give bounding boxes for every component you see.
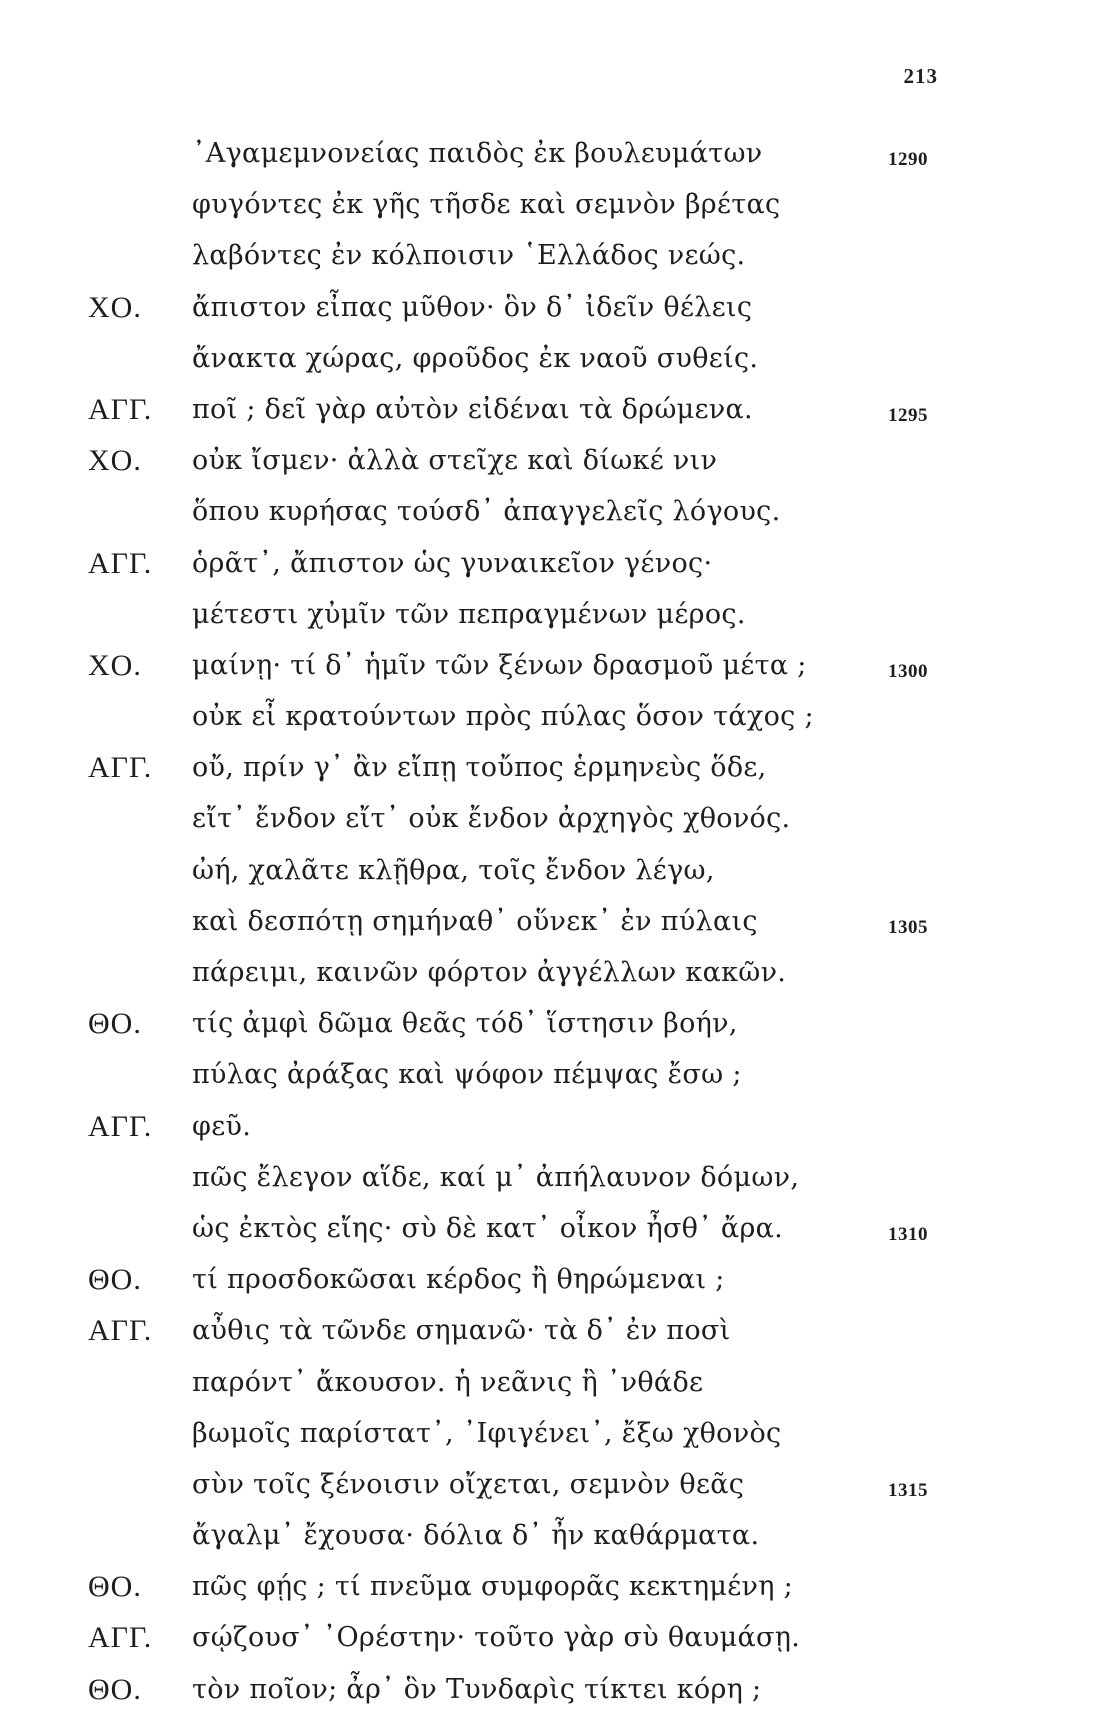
speaker-label: ΘΟ. [88,1570,142,1604]
speaker-label: ΑΓΓ. [88,1314,153,1348]
verse-text: βωμοῖς παρίστατ᾿, ᾿Ιφιγένει᾿, ἔξω χθονὸς [192,1417,782,1449]
speaker-label: ΘΟ. [88,1672,142,1706]
verse-text: καὶ δεσπότῃ σημήναθ᾿ οὕνεκ᾿ ἐν πύλαις [192,905,758,937]
verse-text: ἄνακτα χώρας, φροῦδος ἐκ ναοῦ συθείς. [192,342,759,374]
verse-text: ἄγαλμ᾿ ἔχουσα· δόλια δ᾿ ἦν καθάρματα. [192,1520,760,1552]
verse-text: σῴζουσ᾿ ᾿Ορέστην· τοῦτο γὰρ σὺ θαυμάσῃ. [192,1622,801,1654]
line-number: 1290 [888,149,928,170]
verse-text: οὐκ ἴσμεν· ἀλλὰ στεῖχε καὶ δίωκέ νιν [192,445,718,477]
verse-text: πύλας ἀράξας καὶ ψόφον πέμψας ἔσω ; [192,1059,742,1091]
verse-text: μαίνῃ· τί δ᾿ ἡμῖν τῶν ξένων δρασμοῦ μέτα ; [192,649,807,681]
verse-line [0,1203,1116,1254]
line-number: 1300 [888,660,928,682]
verse-line [0,1510,1116,1561]
verse-line [0,998,1116,1049]
verse-text: πῶς ἔλεγον αἵδε, καί μ᾿ ἀπήλαυνον δόμων, [192,1161,800,1193]
verse-text: ᾿Αγαμεμνονείας παιδὸς ἐκ βουλευμάτων [192,138,763,169]
verse-line [0,435,1116,486]
verse-line [0,1664,1116,1715]
verse-line [0,1612,1116,1663]
verse-text: ὡς ἐκτὸς εἴης· σὺ δὲ κατ᾿ οἶκον ἦσθ᾿ ἄρα. [192,1212,784,1244]
verse-text: ὁρᾶτ᾿, ἄπιστον ὡς γυναικεῖον γένος· [192,547,713,579]
verse-line [0,896,1116,947]
speaker-label: ΧΟ. [88,444,142,478]
speaker-label: ΘΟ. [88,1263,142,1297]
verse-line [0,230,1116,281]
speaker-label: ΧΟ. [88,648,142,682]
verse-line [0,1561,1116,1612]
verse-line [0,845,1116,896]
verse-text: οὐκ εἶ κρατούντων πρὸς πύλας ὅσον τάχος ; [192,701,814,733]
verse-line [0,947,1116,998]
verse-text: αὖθις τὰ τῶνδε σημανῶ· τὰ δ᾿ ἐν ποσὶ [192,1315,731,1347]
verse-line [0,1459,1116,1510]
speaker-label: ΘΟ. [88,1007,142,1041]
verse-text: ἄπιστον εἶπας μῦθον· ὃν δ᾿ ἰδεῖν θέλεις [192,291,753,323]
verse-line [0,589,1116,640]
verse-line [0,640,1116,691]
verse-text: ποῖ ; δεῖ γὰρ αὐτὸν εἰδέναι τὰ δρώμενα. [192,393,753,425]
verse-line [0,333,1116,384]
verse-line [0,486,1116,537]
verse-text: μέτεστι χὐμῖν τῶν πεπραγμένων μέρος. [192,598,746,630]
verse-text: τὸν ποῖον; ἆρ᾿ ὃν Τυνδαρὶς τίκτει κόρη ; [192,1673,762,1705]
verse-line [0,742,1116,793]
line-number: 1295 [888,404,928,426]
speaker-label: ΑΓΓ. [88,392,153,426]
verse-line [0,128,1116,179]
verse-line [0,1357,1116,1408]
verse-line [0,384,1116,435]
verse-line [0,691,1116,742]
verse-line [0,1101,1116,1152]
verse-line [0,538,1116,589]
speaker-label: ΑΓΓ. [88,546,153,580]
verse-line [0,179,1116,230]
page-number: 213 [903,64,938,88]
verse-text: οὔ, πρίν γ᾿ ἂν εἴπῃ τοὔπος ἑρμηνεὺς ὅδε, [192,752,767,784]
verse-line [0,1254,1116,1305]
verse-text: λαβόντες ἐν κόλποισιν ῾Ελλάδος νεώς. [192,240,746,272]
verse-line [0,1305,1116,1356]
verse-line [0,282,1116,333]
line-number: 1305 [888,916,928,938]
verse-text: εἴτ᾿ ἔνδον εἴτ᾿ οὐκ ἔνδον ἀρχηγὸς χθονός. [192,803,791,835]
speaker-label: ΑΓΓ. [88,1621,153,1655]
verse-text: πάρειμι, καινῶν φόρτον ἀγγέλλων κακῶν. [192,957,787,988]
verse-text: πῶς φῄς ; τί πνεῦμα συμφορᾶς κεκτημένη ; [192,1571,793,1603]
verse-text: τί προσδοκῶσαι κέρδος ἢ θηρώμεναι ; [192,1264,725,1296]
verse-text: σὺν τοῖς ξένοισιν οἴχεται, σεμνὸν θεᾶς [192,1468,745,1500]
verse-text: παρόντ᾿ ἄκουσον. ἡ νεᾶνις ἣ ᾿νθάδε [192,1366,704,1398]
verse-line [0,1408,1116,1459]
verse-text: τίς ἀμφὶ δῶμα θεᾶς τόδ᾿ ἵστησιν βοήν, [192,1008,738,1040]
verse-line [0,1152,1116,1203]
verse-text: ὅπου κυρήσας τούσδ᾿ ἀπαγγελεῖς λόγους. [192,496,781,528]
verse-text: ὠή, χαλᾶτε κλῇθρα, τοῖς ἔνδον λέγω, [192,854,715,886]
speaker-label: ΑΓΓ. [88,1109,153,1143]
verse-line [0,1049,1116,1100]
verse-text: φεῦ. [192,1110,252,1142]
speaker-label: ΑΓΓ. [88,751,153,785]
verse-line [0,793,1116,844]
line-number: 1315 [888,1479,928,1501]
verse-text: φυγόντες ἐκ γῆς τῆσδε καὶ σεμνὸν βρέτας [192,189,781,221]
verse-lines [0,128,1116,1715]
line-number: 1310 [888,1223,928,1245]
speaker-label: ΧΟ. [88,290,142,324]
